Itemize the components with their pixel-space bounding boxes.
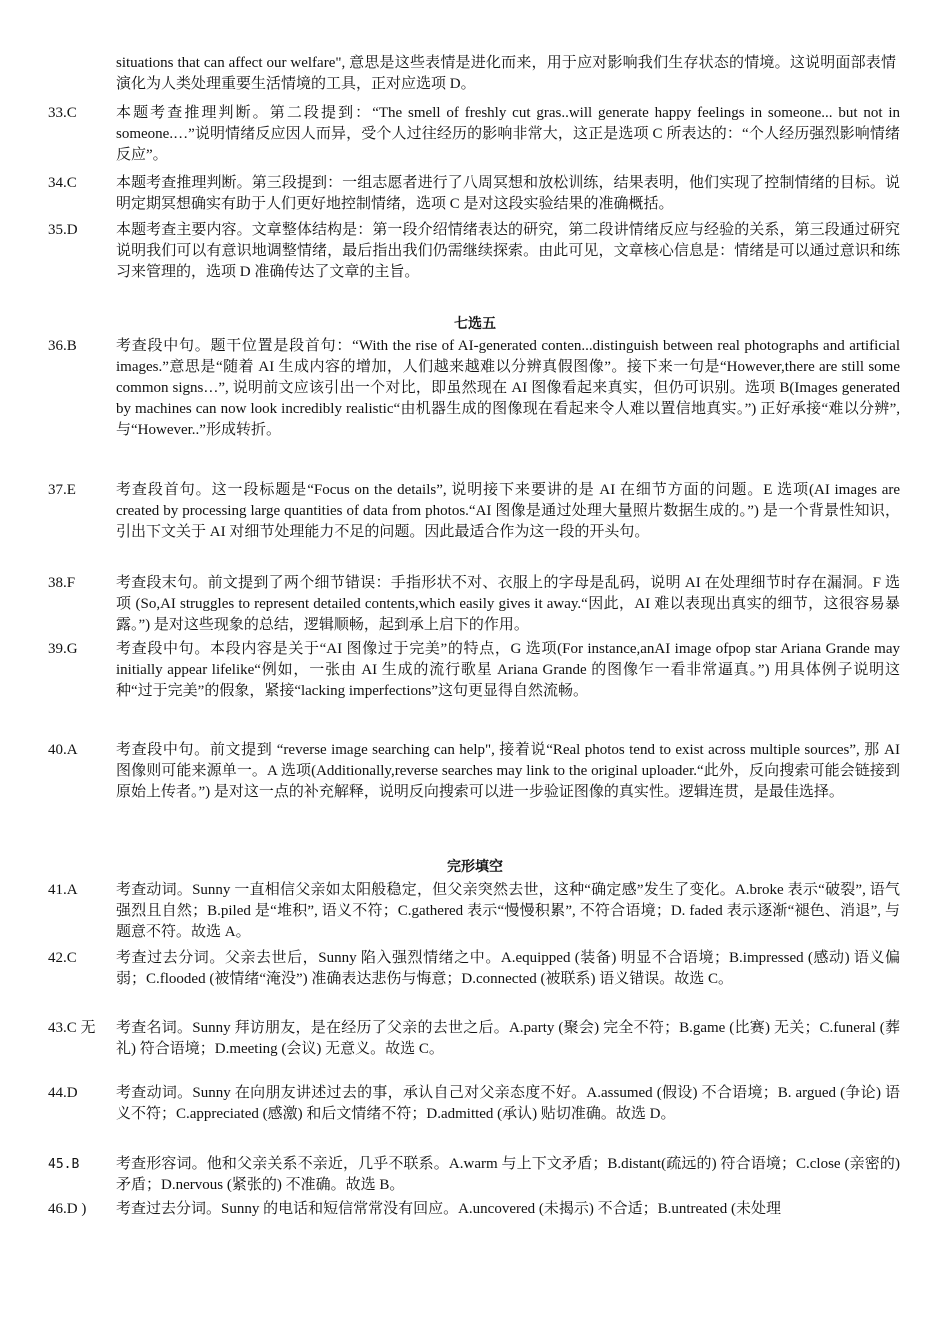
answer-number: 46.D ) [48,1201,87,1217]
answer-number: 36.B [48,338,77,354]
answer-item-39 [48,639,900,702]
section-heading-seven-choose-five: 七选五 [454,316,496,332]
answer-explanation: 考查动词。Sunny 一直相信父亲如太阳般稳定，但父亲突然去世，这种“确定感”发生了变化。A.broke 表示“破裂”, 语气强烈且自然；B.piled 是“堆积”, 语义不符；C.gathered 表示“慢慢积累”, 不符合语境；D. faded 表示逐渐“褪色、消退”, 与题意不符。故选 A。 [116,882,900,940]
answer-explanation: 考查段末句。前文提到了两个细节错误：手指形状不对、衣服上的字母是乱码，说明 AI 在处理细节时存在漏洞。F 选项 (So,AI struggles to represent detailed contents,which easily gives it away.“因此，AI 难以表现出真实的细节，这很容易暴露。”) 是对这些现象的总结，逻辑顺畅，起到承上启下的作用。 [116,575,900,633]
answer-number: 41.A [48,882,78,898]
answer-item-45 [48,1154,900,1196]
answer-number: 38.F [48,575,76,591]
answer-number: 44.D [48,1085,78,1101]
answer-number: 35.D [48,222,78,238]
answer-explanation: 考查段首句。这一段标题是“Focus on the details”, 说明接下来要讲的是 AI 在细节方面的问题。E 选项(AI images are created by processing large quantities of data from photos.“AI 图像是通过处理大量照片数据生成的。”) 是一个背景性知识，引出下文关于 AI 对细节处理能力不足的问题。因此最适合作为这一段的开头句。 [116,482,900,540]
answer-item-34 [48,173,900,215]
answer-number: 43.C 无 [48,1020,96,1036]
answer-item-46 [48,1199,900,1220]
section-heading-cloze: 完形填空 [447,859,503,875]
lead-paragraph: situations that can affect our welfare", 意思是这些表情是进化而来，用于应对影响我们生存状态的情境。这说明面部表情演化为人类处理重要生活情境的工具，正对应选项 D。 [116,55,896,92]
answer-explanation: 考查名词。Sunny 拜访朋友，是在经历了父亲的去世之后。A.party (聚会) 完全不符；B.game (比赛) 无关；C.funeral (葬礼) 符合语境；D.meeting (会议) 无意义。故选 C。 [116,1020,900,1057]
answer-item-33 [48,103,900,166]
answer-item-35 [48,220,900,283]
answer-number: 40.A [48,742,78,758]
answer-explanation: 本题考查主要内容。文章整体结构是：第一段介绍情绪表达的研究，第二段讲情绪反应与经验的关系，第三段通过研究说明我们可以有意识地调整情绪，最后指出我们仍需继续探索。由此可见，文章核心信息是：情绪是可以通过意识和练习来管理的，选项 D 准确传达了文章的主旨。 [116,222,900,280]
answer-explanation: 本题考查推理判断。第三段提到：一组志愿者进行了八周冥想和放松训练，结果表明，他们实现了控制情绪的目标。说明定期冥想确实有助于人们更好地控制情绪，选项 C 是对这段实验结果的准确概括。 [116,175,900,212]
answer-item-36 [48,336,900,441]
answer-item-40 [48,740,900,803]
answer-explanation: 考查段中句。题干位置是段首句：“With the rise of AI-generated conten...distinguish between real photographs and artificial images.”意思是“随着 AI 生成内容的增加，人们越来越难以分辨真假图像”。接下来一句是“However,there are still some common signs…”, 说明前文应该引出一个对比，即虽然现在 AI 图像看起来真实，但仍可识别。选项 B(Images generated by machines can now look incredibly realistic“由机器生成的图像现在看起来令人难以置信地真实。”) 正好承接“难以分辨”, 与“However..”形成转折。 [116,338,900,438]
answer-item-44 [48,1083,900,1125]
answer-number: 33.C [48,105,77,121]
answer-number: 42.C [48,950,77,966]
answer-item-43 [48,1018,900,1060]
answer-item-42 [48,948,900,990]
answer-number: 34.C [48,175,77,191]
answer-explanation: 考查过去分词。父亲去世后，Sunny 陷入强烈情绪之中。A.equipped (装备) 明显不合语境；B.impressed (感动) 语义偏弱；C.flooded (被情绪“淹没”) 准确表达悲伤与悔意；D.connected (被联系) 语义错误。故选 C。 [116,950,900,987]
answer-number: 39.G [48,641,78,657]
answer-explanation: 考查段中句。本段内容是关于“AI 图像过于完美”的特点，G 选项(For instance,anAI image ofpop star Ariana Grande may initially appear lifelike“例如，一张由 AI 生成的流行歌星 Ariana Grande 的图像乍一看非常逼真。”) 用具体例子说明这种“过于完美”的假象，紧接“lacking imperfections”这句更显得自然流畅。 [116,641,900,699]
answer-item-41 [48,880,900,943]
answer-explanation: 考查过去分词。Sunny 的电话和短信常常没有回应。A.uncovered (未揭示) 不合适；B.untreated (未处理 [116,1201,781,1217]
answer-number: 37.E [48,482,76,498]
answer-explanation: 考查段中句。前文提到 “reverse image searching can help", 接着说“Real photos tend to exist across multiple sources”, 那 AI 图像则可能来源单一。A 选项(Additionally,reverse searches may link to the original uploader.“此外，反向搜索可能会链接到原始上传者。”) 是对这一点的补充解释，说明反向搜索可以进一步验证图像的真实性。逻辑连贯，是最佳选择。 [116,742,900,800]
answer-explanation: 考查动词。Sunny 在向朋友讲述过去的事，承认自己对父亲态度不好。A.assumed (假设) 不合语境；B. argued (争论) 语义不符；C.appreciated (感激) 和后文情绪不符；D.admitted (承认) 贴切准确。故选 D。 [116,1085,900,1122]
answer-item-37 [48,480,900,543]
answer-explanation: 本题考查推理判断。第二段提到：“The smell of freshly cut gras..will generate happy feelings in someone... but not in someone.…”说明情绪反应因人而异，受个人过往经历的影响非常大，这正是选项 C 所表达的：“个人经历强烈影响情绪反应”。 [116,105,900,163]
answer-explanation: 考查形容词。他和父亲关系不亲近，几乎不联系。A.warm 与上下文矛盾；B.distant(疏远的) 符合语境；C.close (亲密的) 矛盾；D.nervous (紧张的) 不准确。故选 B。 [116,1156,900,1193]
answer-number: 45.B [48,1157,80,1172]
answer-item-38 [48,573,900,636]
